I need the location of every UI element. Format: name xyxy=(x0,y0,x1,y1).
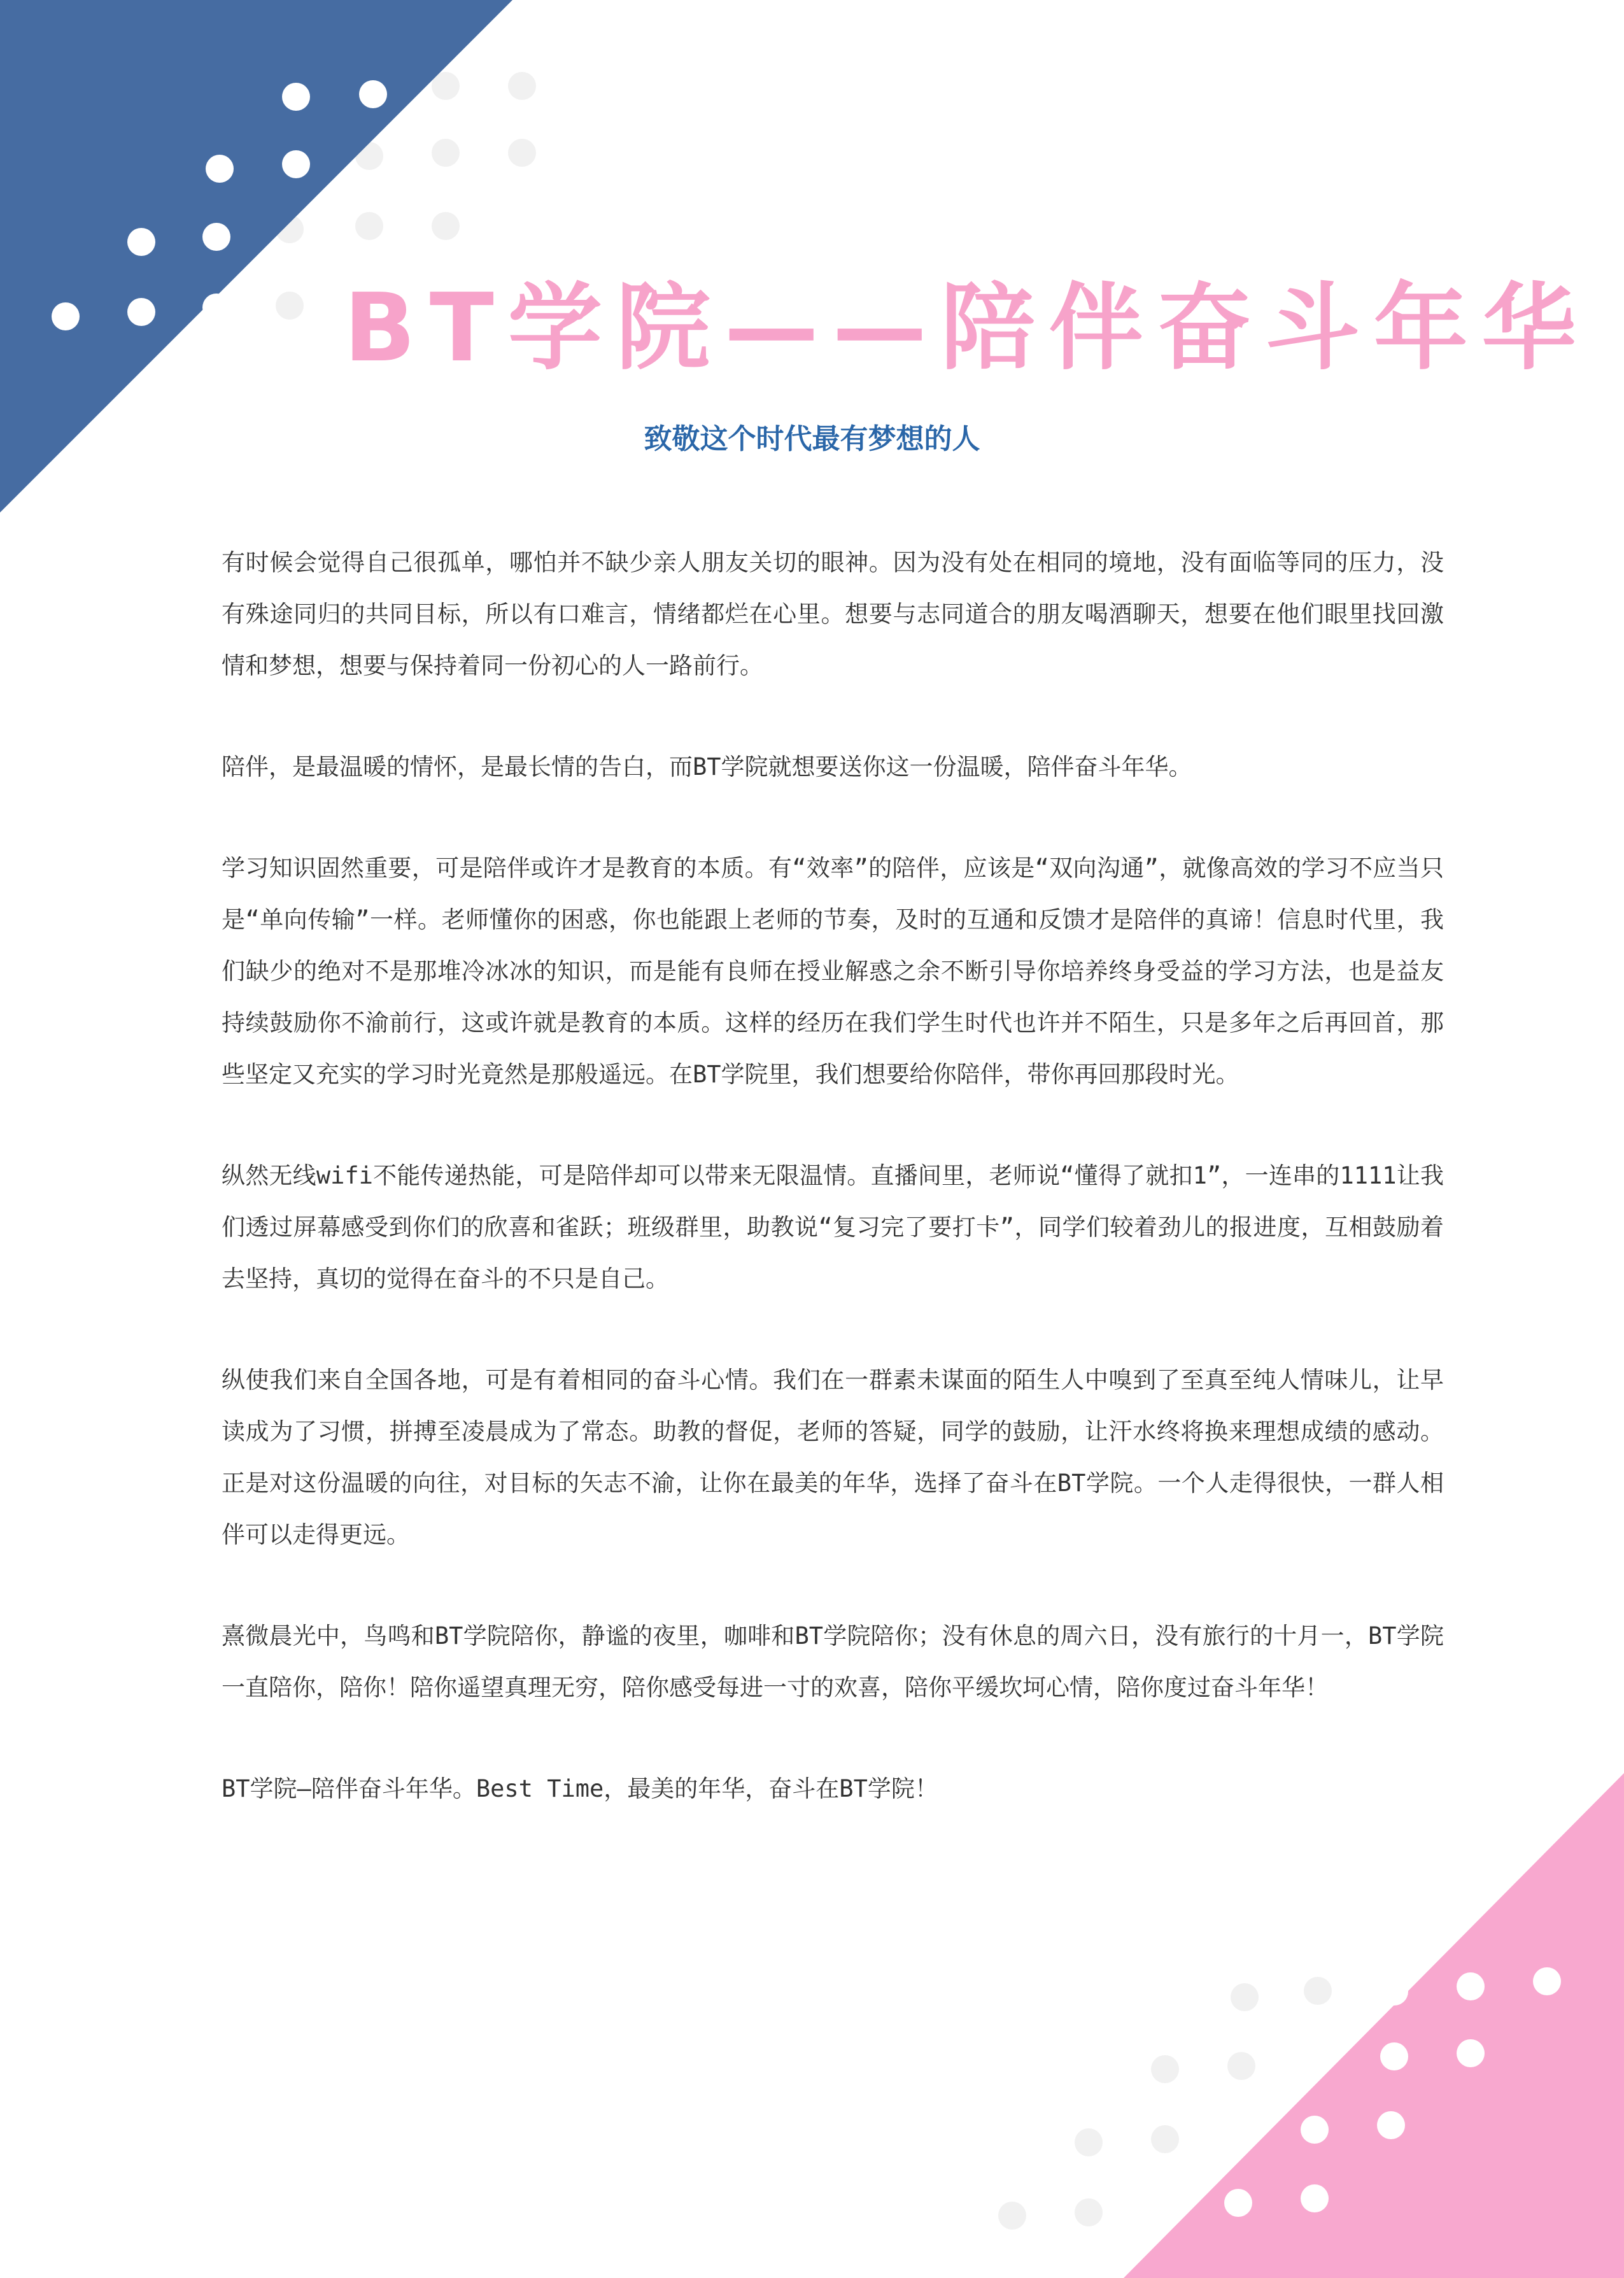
paragraph-3: 学习知识固然重要，可是陪伴或许才是教育的本质。有“效率”的陪伴，应该是“双向沟通”，就像高效的学习不应当只是“单向传输”一样。老师懂你的困惑，你也能跟上老师的节奏，及时的互通和反馈才是陪伴的真谛！信息时代里，我们缺少的绝对不是那堆冷冰冰的知识，而是能有良师在授业解惑之余不断引导你培养终身受益的学习方法，也是益友持续鼓励你不渝前行，这或许就是教育的本质。这样的经历在我们学生时代也许并不陌生，只是多年之后再回首，那些坚定又充实的学习时光竟然是那般遥远。在BT学院里，我们想要给你陪伴，带你再回那段时光。 xyxy=(222,854,1444,1088)
paragraph-1: 有时候会觉得自己很孤单，哪怕并不缺少亲人朋友关切的眼神。因为没有处在相同的境地，没有面临等同的压力，没有殊途同归的共同目标，所以有口难言，情绪都烂在心里。想要与志同道合的朋友喝酒聊天，想要在他们眼里找回激情和梦想，想要与保持着同一份初心的人一路前行。 xyxy=(222,549,1444,679)
paragraph-4: 纵然无线wifi不能传递热能，可是陪伴却可以带来无限温情。直播间里，老师说“懂得了就扣1”，一连串的1111让我们透过屏幕感受到你们的欣喜和雀跃；班级群里，助教说“复习完了要打卡”，同学们较着劲儿的报进度，互相鼓励着去坚持，真切的觉得在奋斗的不只是自己。 xyxy=(222,1162,1444,1292)
paragraph-7: BT学院—陪伴奋斗年华。Best Time，最美的年华，奋斗在BT学院！ xyxy=(222,1775,938,1802)
paragraph-2: 陪伴，是最温暖的情怀，是最长情的告白，而BT学院就想要送你这一份温暖，陪伴奋斗年华。 xyxy=(222,753,1192,781)
article-body xyxy=(222,537,1444,1864)
page-subtitle: 致敬这个时代最有梦想的人 xyxy=(644,423,980,455)
page-title: BT学院——陪伴奋斗年华 xyxy=(344,273,1590,383)
paragraph-6: 熹微晨光中，鸟鸣和BT学院陪你，静谧的夜里，咖啡和BT学院陪你；没有休息的周六日，没有旅行的十月一，BT学院一直陪你，陪你！陪你遥望真理无穷，陪你感受每进一寸的欢喜，陪你平缓坎坷心情，陪你度过奋斗年华！ xyxy=(222,1622,1444,1701)
paragraph-5: 纵使我们来自全国各地，可是有着相同的奋斗心情。我们在一群素未谋面的陌生人中嗅到了至真至纯人情味儿，让早读成为了习惯，拼搏至凌晨成为了常态。助教的督促，老师的答疑，同学的鼓励，让汗水终将换来理想成绩的感动。正是对这份温暖的向往，对目标的矢志不渝，让你在最美的年华，选择了奋斗在BT学院。一个人走得很快，一群人相伴可以走得更远。 xyxy=(222,1366,1444,1548)
